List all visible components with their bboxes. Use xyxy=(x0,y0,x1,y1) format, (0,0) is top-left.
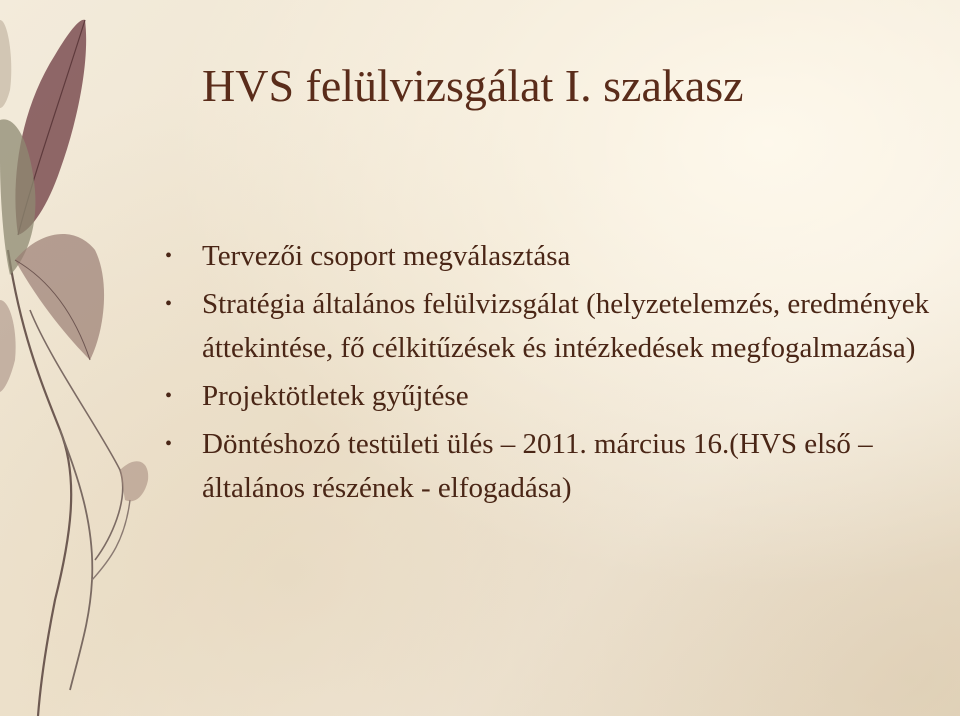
list-item-text: Projektötletek gyűjtése xyxy=(202,380,469,412)
bullet-icon: • xyxy=(165,293,173,315)
bullet-icon: • xyxy=(165,433,173,455)
bullet-icon: • xyxy=(165,385,173,407)
list-item-text: Döntéshozó testületi ülés – 2011. március 16.(HVS első – általános részének - elfogadása) xyxy=(202,428,873,504)
bullet-list xyxy=(163,234,943,514)
list-item xyxy=(163,234,943,278)
list-item xyxy=(163,422,943,510)
bullet-icon: • xyxy=(165,245,173,267)
list-item xyxy=(163,282,943,370)
list-item-text: Stratégia általános felülvizsgálat (helyzetelemzés, eredmények áttekintése, fő célkitűzések és intézkedések megfogalmazása) xyxy=(202,288,930,364)
list-item-text: Tervezői csoport megválasztása xyxy=(202,240,571,272)
slide-title: HVS felülvizsgálat I. szakasz xyxy=(202,60,744,111)
list-item xyxy=(163,374,943,418)
